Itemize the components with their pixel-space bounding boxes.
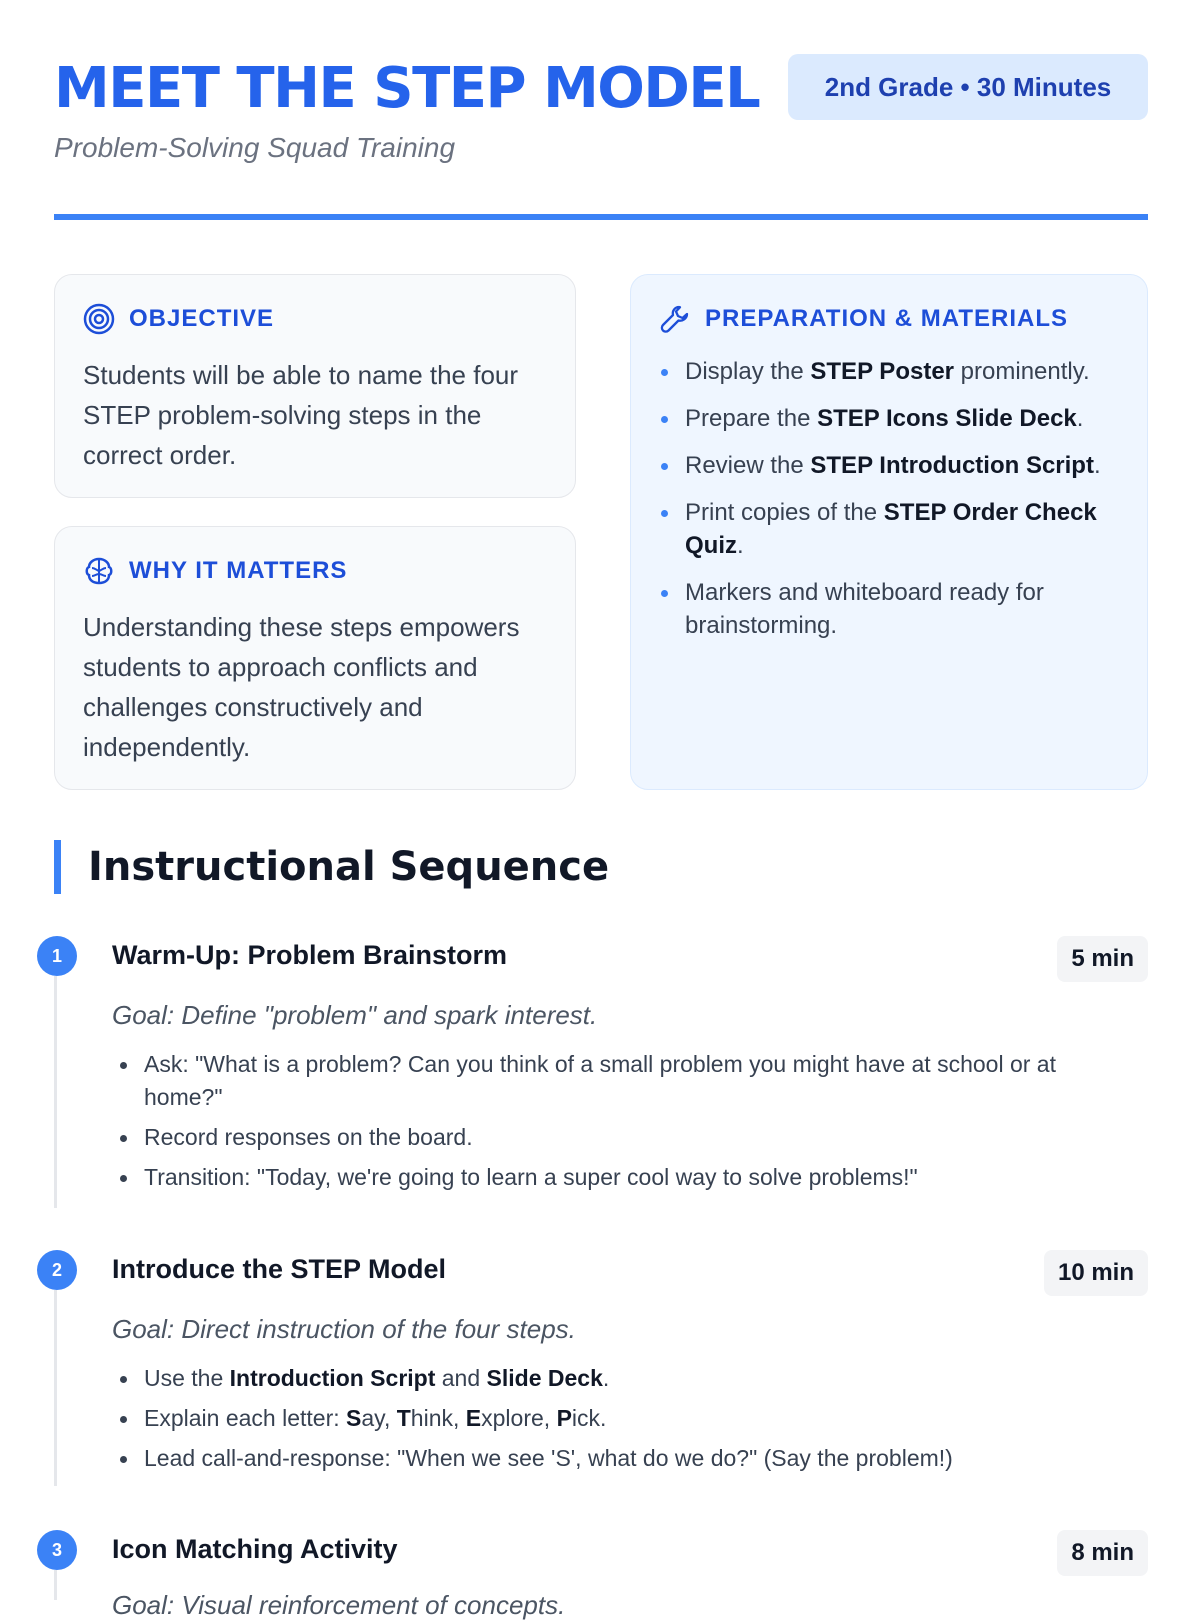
- list-item: Review the STEP Introduction Script.: [661, 449, 1119, 482]
- materials-card: [630, 274, 1148, 790]
- list-item: Ask: "What is a problem? Can you think of a small problem you might have at school or at home?": [112, 1048, 1140, 1114]
- list-item: Transition: "Today, we're going to learn a super cool way to solve problems!": [112, 1161, 1140, 1194]
- brain-icon: [83, 555, 115, 587]
- step-title: Icon Matching Activity: [112, 1534, 398, 1564]
- why-it-matters-card: [54, 526, 576, 790]
- step-number-badge: 3: [37, 1530, 77, 1570]
- timeline-line: [54, 1290, 57, 1486]
- page-title: MEET THE STEP MODEL: [54, 56, 760, 121]
- step-title: Warm-Up: Problem Brainstorm: [112, 940, 508, 970]
- section-title: Instructional Sequence: [88, 844, 610, 890]
- step-title: Introduce the STEP Model: [112, 1254, 447, 1284]
- list-item: Record responses on the board.: [112, 1121, 1140, 1154]
- objective-label: OBJECTIVE: [129, 305, 275, 332]
- step-number-badge: 1: [37, 936, 77, 976]
- why-it-matters-label: WHY IT MATTERS: [129, 557, 348, 584]
- list-item: Display the STEP Poster prominently.: [661, 355, 1119, 388]
- objective-card: [54, 274, 576, 498]
- page-subtitle: Problem-Solving Squad Training: [54, 132, 456, 163]
- step-goal: Goal: Direct instruction of the four steps.: [112, 1314, 576, 1344]
- step-number-badge: 2: [37, 1250, 77, 1290]
- grade-duration-badge: 2nd Grade • 30 Minutes: [788, 54, 1148, 120]
- list-item: Explain each letter: Say, Think, Explore, Pick.: [112, 1402, 1140, 1435]
- list-item: Print copies of the STEP Order Check Quiz.: [661, 496, 1119, 562]
- header-divider: [54, 214, 1148, 220]
- step-time-badge: 8 min: [1057, 1530, 1148, 1576]
- step-activity-list: [112, 1362, 1140, 1482]
- list-item: Markers and whiteboard ready for brainstorming.: [661, 576, 1119, 642]
- step-activity-list: [112, 1048, 1140, 1201]
- materials-list: [661, 355, 1119, 656]
- section-accent-bar: [54, 840, 61, 894]
- timeline-line: [54, 1570, 57, 1600]
- timeline-line: [54, 976, 57, 1208]
- why-it-matters-text: Understanding these steps empowers students to approach conflicts and challenges constructively and independently.: [83, 612, 520, 762]
- step-goal: Goal: Visual reinforcement of concepts.: [112, 1590, 566, 1620]
- step-goal: Goal: Define "problem" and spark interest.: [112, 1000, 598, 1030]
- materials-label: PREPARATION & MATERIALS: [705, 305, 1068, 332]
- wrench-icon: [659, 303, 691, 335]
- list-item: Prepare the STEP Icons Slide Deck.: [661, 402, 1119, 435]
- target-icon: [83, 303, 115, 335]
- step-time-badge: 10 min: [1044, 1250, 1148, 1296]
- list-item: Use the Introduction Script and Slide Deck.: [112, 1362, 1140, 1395]
- list-item: Lead call-and-response: "When we see 'S', what do we do?" (Say the problem!): [112, 1442, 1140, 1475]
- objective-text: Students will be able to name the four STEP problem-solving steps in the correct order.: [83, 360, 519, 470]
- step-time-badge: 5 min: [1057, 936, 1148, 982]
